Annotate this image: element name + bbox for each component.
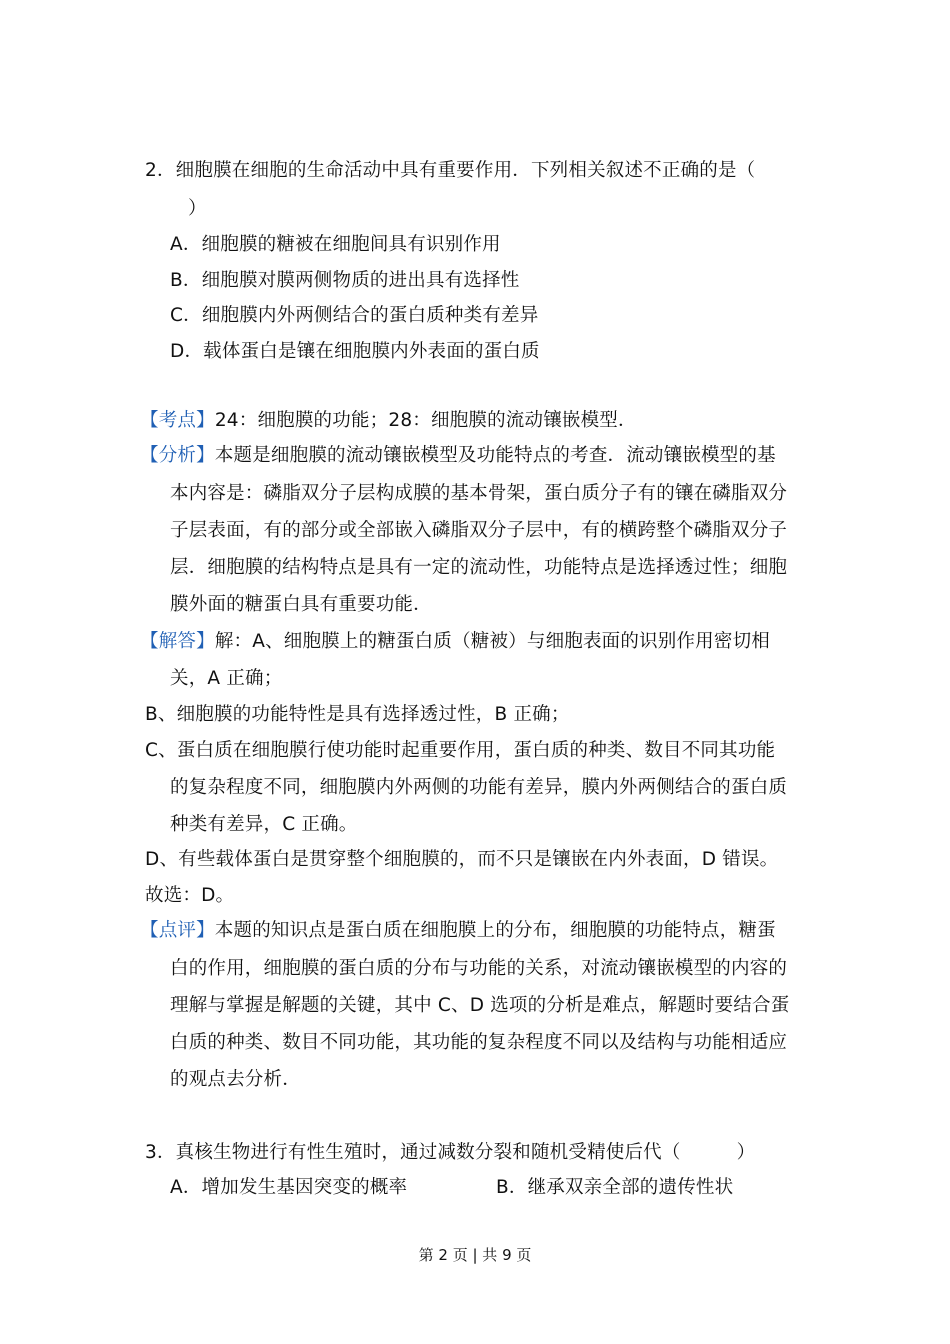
kaodian-line bbox=[140, 408, 637, 434]
fenxi-text-1: 本题是细胞膜的流动镶嵌模型及功能特点的考查．流动镶嵌模型的基 bbox=[214, 445, 776, 466]
fenxi-line-3: 子层表面，有的部分或全部嵌入磷脂双分子层中，有的横跨整个磷脂双分子 bbox=[170, 520, 788, 541]
fenxi-line-5: 膜外面的糖蛋白具有重要功能． bbox=[170, 594, 432, 615]
q3-option-a: A．增加发生基因突变的概率 bbox=[170, 1177, 408, 1198]
dianping-line-2: 白的作用，细胞膜的蛋白质的分布与功能的关系，对流动镶嵌模型的内容的 bbox=[170, 958, 788, 979]
kaodian-tag: 【考点】 bbox=[140, 410, 215, 431]
dianping-text-1: 本题的知识点是蛋白质在细胞膜上的分布，细胞膜的功能特点，糖蛋 bbox=[214, 920, 776, 941]
fenxi-line-4: 层．细胞膜的结构特点是具有一定的流动性，功能特点是选择透过性；细胞 bbox=[170, 557, 788, 578]
q2-stem-line2: ） bbox=[188, 198, 207, 219]
jieda-tag: 【解答】 bbox=[140, 631, 215, 652]
dianping-line-5: 的观点去分析． bbox=[170, 1069, 301, 1090]
answer-c-line-2: 的复杂程度不同，细胞膜内外两侧的功能有差异，膜内外两侧结合的蛋白质 bbox=[170, 777, 788, 798]
answer-d-line: D、有些载体蛋白是贯穿整个细胞膜的，而不只是镶嵌在内外表面，D 错误。 bbox=[145, 849, 779, 870]
fenxi-line-2: 本内容是：磷脂双分子层构成膜的基本骨架，蛋白质分子有的镶在磷脂双分 bbox=[170, 483, 788, 504]
fenxi-tag: 【分析】 bbox=[140, 445, 215, 466]
jieda-line-2: 关，A 正确； bbox=[170, 668, 283, 689]
answer-c-line-3: 种类有差异，C 正确。 bbox=[170, 814, 358, 835]
jieda-text-1: 解：A、细胞膜上的糖蛋白质（糖被）与细胞表面的识别作用密切相 bbox=[214, 631, 770, 652]
answer-c-line-1: C、蛋白质在细胞膜行使功能时起重要作用，蛋白质的种类、数目不同其功能 bbox=[145, 740, 776, 761]
q2-option-b: B．细胞膜对膜两侧物质的进出具有选择性 bbox=[170, 270, 520, 291]
q3-stem: 3．真核生物进行有性生殖时，通过减数分裂和随机受精使后代（ ） bbox=[145, 1142, 756, 1163]
page-footer: 第 2 页 | 共 9 页 bbox=[418, 1246, 532, 1264]
dianping-line-3: 理解与掌握是解题的关键，其中 C、D 选项的分析是难点，解题时要结合蛋 bbox=[170, 995, 790, 1016]
dianping-tag: 【点评】 bbox=[140, 920, 215, 941]
dianping-line-1 bbox=[140, 918, 776, 944]
q2-stem-line1: 2．细胞膜在细胞的生命活动中具有重要作用．下列相关叙述不正确的是（ bbox=[145, 160, 756, 181]
kaodian-text: 24：细胞膜的功能；28：细胞膜的流动镶嵌模型． bbox=[214, 410, 637, 431]
q2-option-d: D．载体蛋白是镶在细胞膜内外表面的蛋白质 bbox=[170, 341, 540, 362]
jieda-line-1 bbox=[140, 629, 770, 655]
q3-option-b: B．继承双亲全部的遗传性状 bbox=[496, 1177, 734, 1198]
answer-choice: 故选：D。 bbox=[145, 885, 235, 906]
answer-b-line: B、细胞膜的功能特性是具有选择透过性，B 正确； bbox=[145, 704, 570, 725]
fenxi-line-1 bbox=[140, 443, 776, 469]
dianping-line-4: 白质的种类、数目不同功能，其功能的复杂程度不同以及结构与功能相适应 bbox=[170, 1032, 788, 1053]
q2-option-a: A．细胞膜的糖被在细胞间具有识别作用 bbox=[170, 234, 501, 255]
q2-option-c: C．细胞膜内外两侧结合的蛋白质种类有差异 bbox=[170, 305, 539, 326]
